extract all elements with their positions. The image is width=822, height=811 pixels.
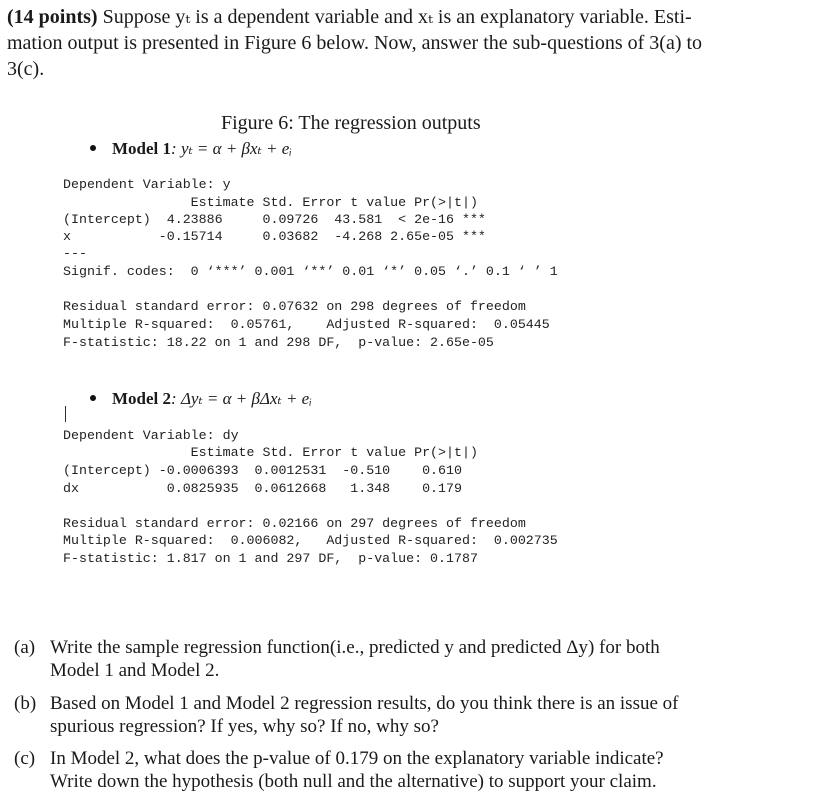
question-b-line-1: Based on Model 1 and Model 2 regression results, do you think there is an issue of bbox=[50, 693, 679, 714]
question-c bbox=[14, 747, 804, 793]
model1-table-header: Estimate Std. Error t value Pr(>|t|) bbox=[63, 195, 478, 210]
question-c-line-2: Write down the hypothesis (both null and the alternative) to support your claim. bbox=[50, 771, 657, 792]
model1-dep-var: Dependent Variable: y bbox=[63, 177, 231, 192]
model1-label: Model 1 bbox=[112, 139, 172, 158]
model2-bullet bbox=[90, 389, 312, 409]
figure-title: Figure 6: The regression outputs bbox=[221, 112, 481, 134]
intro-line-3: 3(c). bbox=[7, 58, 45, 80]
model2-residual-se: Residual standard error: 0.02166 on 297 degrees of freedom bbox=[63, 516, 526, 531]
model2-dep-var: Dependent Variable: dy bbox=[63, 428, 239, 443]
model1-bullet bbox=[90, 139, 292, 159]
question-b bbox=[14, 692, 804, 738]
model2-table-header: Estimate Std. Error t value Pr(>|t|) bbox=[63, 445, 478, 460]
text-cursor bbox=[65, 406, 66, 422]
model2-row-intercept: (Intercept) -0.0006393 0.0012531 -0.510 0.610 bbox=[63, 463, 462, 478]
question-c-label: (c) bbox=[14, 748, 36, 769]
question-b-line-2: spurious regression? If yes, why so? If no, why so? bbox=[50, 716, 439, 737]
model1-residual-se: Residual standard error: 0.07632 on 298 degrees of freedom bbox=[63, 299, 526, 314]
bullet-icon bbox=[90, 395, 96, 401]
question-a-line-1: Write the sample regression function(i.e., predicted y and predicted Δy) for both bbox=[50, 637, 660, 658]
model1-row-intercept: (Intercept) 4.23886 0.09726 43.581 < 2e-16 *** bbox=[63, 212, 486, 227]
model1-row-x: x -0.15714 0.03682 -4.268 2.65e-05 *** bbox=[63, 229, 486, 244]
model1-separator: --- bbox=[63, 246, 87, 261]
intro-line-2: mation output is presented in Figure 6 below. Now, answer the sub-questions of 3(a) to bbox=[7, 32, 703, 54]
model1-equation: : yₜ = α + βxₜ + eᵢ bbox=[171, 139, 292, 158]
question-a bbox=[14, 636, 804, 682]
intro-paragraph bbox=[7, 4, 807, 82]
question-c-line-1: In Model 2, what does the p-value of 0.179 on the explanatory variable indicate? bbox=[50, 748, 664, 769]
model2-equation: : Δyₜ = α + βΔxₜ + eᵢ bbox=[171, 389, 312, 408]
model1-signif-codes: Signif. codes: 0 ‘***’ 0.001 ‘**’ 0.01 ‘*’ 0.05 ‘.’ 0.1 ‘ ’ 1 bbox=[63, 264, 558, 279]
question-b-label: (b) bbox=[14, 693, 37, 714]
bullet-icon bbox=[90, 145, 96, 151]
model2-label: Model 2 bbox=[112, 389, 172, 408]
question-a-line-2: Model 1 and Model 2. bbox=[50, 660, 220, 681]
intro-line-1: (14 points) Suppose yₜ is a dependent variable and xₜ is an explanatory variable. Esti- bbox=[7, 6, 692, 28]
model1-r-squared: Multiple R-squared: 0.05761, Adjusted R-squared: 0.05445 bbox=[63, 317, 550, 332]
model2-row-dx: dx 0.0825935 0.0612668 1.348 0.179 bbox=[63, 481, 462, 496]
model2-f-statistic: F-statistic: 1.817 on 1 and 297 DF, p-value: 0.1787 bbox=[63, 551, 478, 566]
points-label: (14 points) bbox=[7, 6, 98, 28]
model2-r-squared: Multiple R-squared: 0.006082, Adjusted R-squared: 0.002735 bbox=[63, 533, 558, 548]
question-a-label: (a) bbox=[14, 637, 36, 658]
model1-f-statistic: F-statistic: 18.22 on 1 and 298 DF, p-value: 2.65e-05 bbox=[63, 335, 494, 350]
